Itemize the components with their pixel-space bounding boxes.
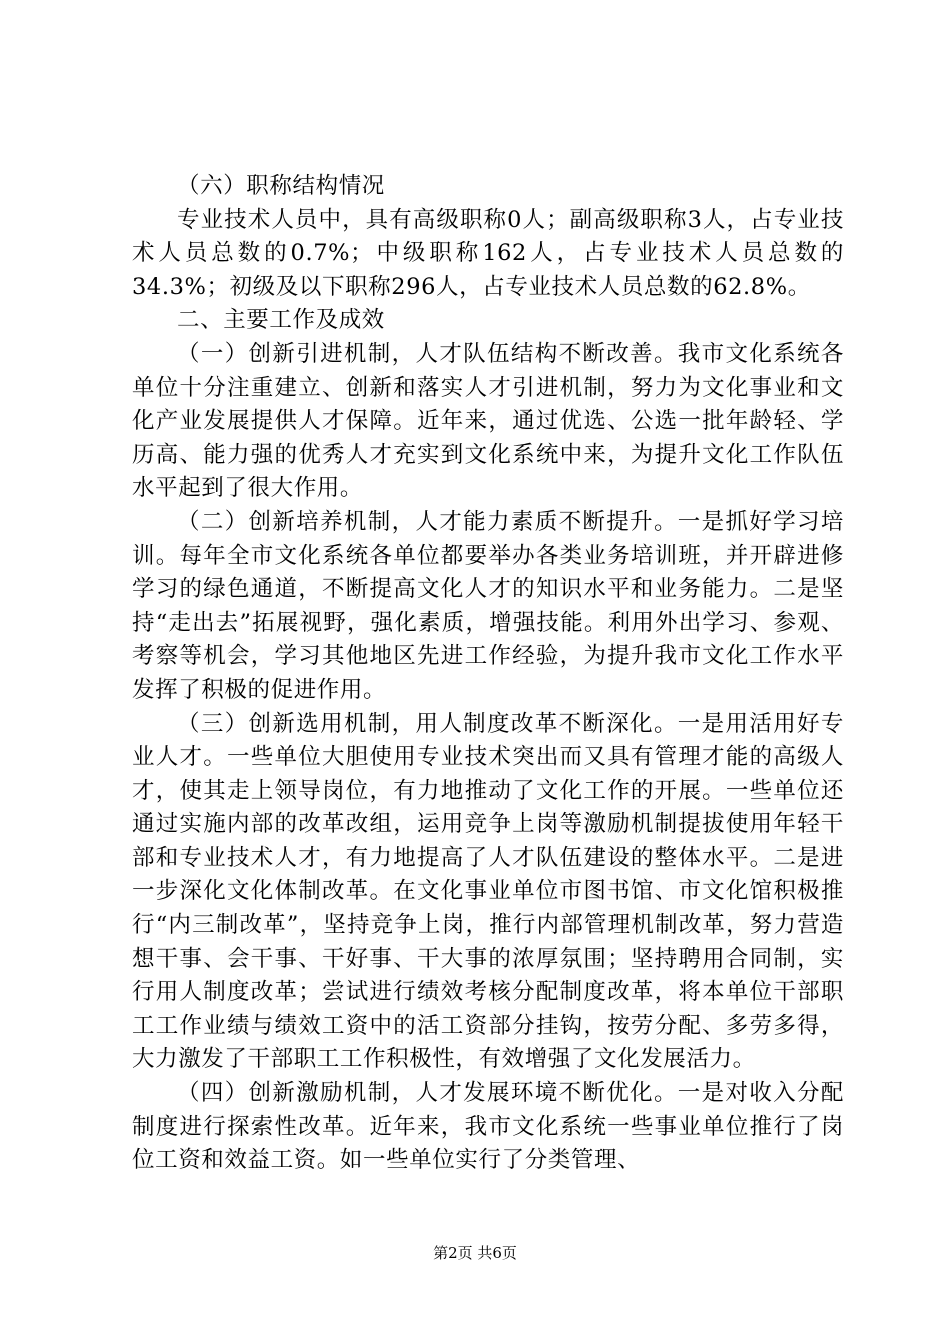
paragraph-title-stats: 专业技术人员中，具有高级职称0人；副高级职称3人，占专业技术人员总数的0.7%；中级职称162人，占专业技术人员总数的34.3%；初级及以下职称296人，占专业技术人员总数的62.8%。 [132,206,844,300]
heading-main-work: 二、主要工作及成效 [177,307,385,334]
heading-title-structure: （六）职称结构情况 [177,173,385,199]
paragraph-incentive-mechanism: （四）创新激励机制，人才发展环境不断优化。一是对收入分配制度进行探索性改革。近年来，我市文化系统一些事业单位推行了岗位工资和效益工资。如一些单位实行了分类管理、 [132,1080,844,1174]
paragraph-introduction-mechanism: （一）创新引进机制，人才队伍结构不断改善。我市文化系统各单位十分注重建立、创新和落实人才引进机制，努力为文化事业和文化产业发展提供人才保障。近年来，通过优选、公选一批年龄轻、学历高、能力强的优秀人才充实到文化系统中来，为提升文化工作队伍水平起到了很大作用。 [132,340,844,502]
document-body [132,170,844,1178]
page-number-footer: 第2页 共6页 [433,1244,517,1262]
paragraph-training-mechanism: （二）创新培养机制，人才能力素质不断提升。一是抓好学习培训。每年全市文化系统各单位都要举办各类业务培训班，并开辟进修学习的绿色通道，不断提高文化人才的知识水平和业务能力。二是坚持“走出去”拓展视野，强化素质，增强技能。利用外出学习、参观、考察等机会，学习其他地区先进工作经验，为提升我市文化工作水平发挥了积极的促进作用。 [132,508,844,703]
paragraph-selection-mechanism: （三）创新选用机制，用人制度改革不断深化。一是用活用好专业人才。一些单位大胆使用专业技术突出而又具有管理才能的高级人才，使其走上领导岗位，有力地推动了文化工作的开展。一些单位还通过实施内部的改革改组，运用竞争上岗等激励机制提拔使用年轻干部和专业技术人才，有力地提高了人才队伍建设的整体水平。二是进一步深化文化体制改革。在文化事业单位市图书馆、市文化馆积极推行“内三制改革”，坚持竞争上岗，推行内部管理机制改革，努力营造想干事、会干事、干好事、干大事的浓厚氛围；坚持聘用合同制，实行用人制度改革；尝试进行绩效考核分配制度改革，将本单位干部职工工作业绩与绩效工资中的活工资部分挂钩，按劳分配、多劳多得，大力激发了干部职工工作积极性，有效增强了文化发展活力。 [132,710,844,1073]
